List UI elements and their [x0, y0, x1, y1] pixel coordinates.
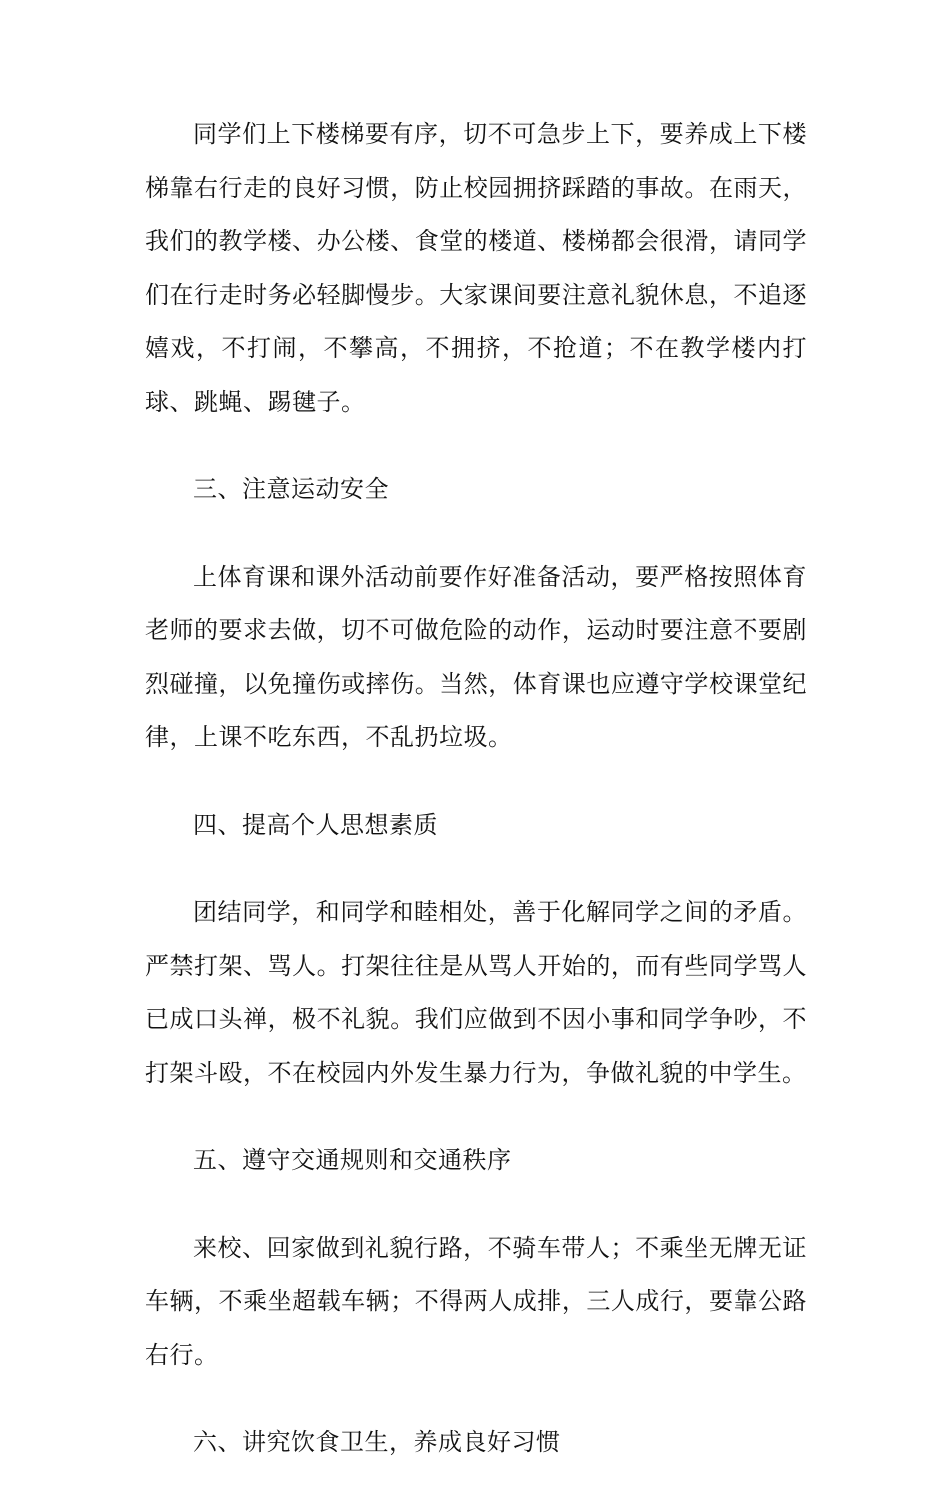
section-heading-sports-safety: 三、注意运动安全	[193, 475, 389, 503]
section-heading-traffic-rules: 五、遵守交通规则和交通秩序	[193, 1146, 512, 1174]
paragraph-personal-quality: 团结同学，和同学和睦相处，善于化解同学之间的矛盾。严禁打架、骂人。打架往往是从骂人开始的，而有些同学骂人已成口头禅，极不礼貌。我们应做到不因小事和同学争吵，不打架斗殴，不在校园内外发生暴力行为，争做礼貌的中学生。	[145, 898, 807, 1087]
paragraph-stairs-safety: 同学们上下楼梯要有序，切不可急步上下，要养成上下楼梯靠右行走的良好习惯，防止校园拥挤踩踏的事故。在雨天，我们的教学楼、办公楼、食堂的楼道、楼梯都会很滑，请同学们在行走时务必轻脚慢步。大家课间要注意礼貌休息，不追逐嬉戏，不打闹，不攀高，不拥挤，不抢道；不在教学楼内打球、跳蝇、踢毽子。	[145, 120, 807, 416]
section-heading-personal-quality: 四、提高个人思想素质	[193, 810, 438, 839]
document-body	[145, 108, 807, 1504]
section-heading-food-hygiene: 六、讲究饮食卫生，养成良好习惯	[193, 1428, 561, 1456]
paragraph-traffic-rules: 来校、回家做到礼貌行路，不骑车带人；不乘坐无牌无证车辆，不乘坐超载车辆；不得两人成排，三人成行，要靠公路右行。	[145, 1233, 807, 1369]
paragraph-sports-safety: 上体育课和课外活动前要作好准备活动，要严格按照体育老师的要求去做，切不可做危险的动作，运动时要注意不要剧烈碰撞，以免撞伤或摔伤。当然，体育课也应遵守学校课堂纪律，上课不吃东西，不乱扔垃圾。	[145, 562, 807, 751]
